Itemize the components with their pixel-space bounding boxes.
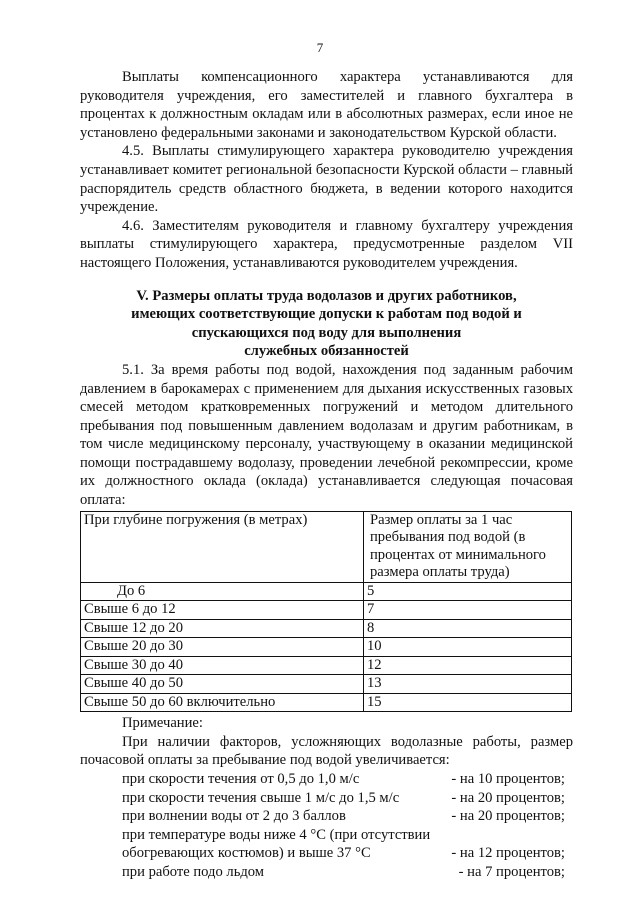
table-cell-depth: Свыше 40 до 50 bbox=[81, 675, 364, 694]
document-body bbox=[80, 68, 573, 882]
table-cell-rate: 13 bbox=[364, 675, 572, 694]
table-row bbox=[81, 582, 572, 601]
paragraph: 4.5. Выплаты стимулирующего характера руководителю учреждения устанавливает комитет региональной безопасности Курской области – главный распорядитель средств областного бюджета, в ведении которого находится учреждение. bbox=[80, 143, 573, 216]
table-header-rate: Размер оплаты за 1 час пребывания под водой (в процентах от минимального размера оплаты труда) bbox=[364, 511, 572, 582]
section-heading-line: спускающихся под воду для выполнения bbox=[191, 324, 462, 341]
factor-condition: при работе подо льдом bbox=[122, 863, 265, 880]
section-heading bbox=[80, 287, 573, 361]
factor-item bbox=[80, 863, 573, 882]
table-header-depth: При глубине погружения (в метрах) bbox=[81, 511, 364, 582]
section-heading-line: имеющих соответствующие допуски к работам под водой и bbox=[131, 306, 522, 323]
table-row bbox=[81, 693, 572, 712]
table-cell-rate: 7 bbox=[364, 601, 572, 620]
factor-condition-line2 bbox=[122, 844, 573, 863]
paragraph-5-1: 5.1. За время работы под водой, нахождения под заданным рабочим давлением в барокамерах с применением для дыхания искусственных газовых смесей методом кратковременных погружений и методом длительного пребывания под повышенным давлением водолазам и другим работникам, в том числе медицинскому персоналу, участвующему в оказании медицинской помощи пострадавшему водолазу, проведении лечебной рекомпрессии, кроме их должностного оклада (оклада) устанавливается следующая почасовая оплата: bbox=[80, 361, 573, 509]
table-cell-depth: Свыше 30 до 40 bbox=[81, 656, 364, 675]
table-cell-rate: 10 bbox=[364, 638, 572, 657]
pay-rate-table bbox=[80, 511, 572, 713]
paragraph: 4.6. Заместителям руководителя и главному бухгалтеру учреждения выплаты стимулирующего характера, предусмотренные разделом VII настоящего Положения, устанавливаются руководителем учреждения. bbox=[80, 217, 573, 271]
table-cell-depth: Свыше 6 до 12 bbox=[81, 601, 364, 620]
table-row bbox=[81, 601, 572, 620]
table-header-row bbox=[81, 511, 572, 582]
factor-condition: при скорости течения от 0,5 до 1,0 м/с bbox=[122, 770, 360, 787]
table-row bbox=[81, 675, 572, 694]
table-cell-depth: Свыше 50 до 60 включительно bbox=[81, 693, 364, 712]
section-heading-line: служебных обязанностей bbox=[244, 343, 409, 360]
table-cell-depth: До 6 bbox=[81, 582, 364, 601]
paragraph: Выплаты компенсационного характера устанавливаются для руководителя учреждения, его заместителей и главного бухгалтера в процентах к должностным окладам или в абсолютных размерах, если иное не установлено федеральными законами и законодательством Курской области. bbox=[80, 69, 573, 141]
table-cell-depth: Свыше 12 до 20 bbox=[81, 619, 364, 638]
factor-item bbox=[80, 789, 573, 808]
factor-increase: - на 7 процентов; bbox=[458, 863, 565, 880]
factor-condition: при скорости течения свыше 1 м/с до 1,5 м/с bbox=[122, 789, 400, 806]
factor-condition: при температуре воды ниже 4 °С (при отсутствии bbox=[122, 826, 431, 843]
table-cell-depth: Свыше 20 до 30 bbox=[81, 638, 364, 657]
table-row bbox=[81, 656, 572, 675]
table-cell-rate: 5 bbox=[364, 582, 572, 601]
table-row bbox=[81, 638, 572, 657]
table-cell-rate: 12 bbox=[364, 656, 572, 675]
section-heading-line: V. Размеры оплаты труда водолазов и других работников, bbox=[136, 287, 517, 304]
table-row bbox=[81, 619, 572, 638]
table-cell-rate: 15 bbox=[364, 693, 572, 712]
factor-increase: - на 10 процентов; bbox=[451, 770, 565, 787]
factor-item bbox=[80, 770, 573, 789]
factor-increase: - на 20 процентов; bbox=[451, 808, 565, 825]
table-cell-rate: 8 bbox=[364, 619, 572, 638]
page-number: 7 bbox=[316, 40, 324, 55]
factor-condition: при волнении воды от 2 до 3 баллов bbox=[122, 808, 346, 825]
note-text: При наличии факторов, усложняющих водолазные работы, размер почасовой оплаты за пребывание под водой увеличивается: bbox=[80, 733, 573, 769]
factor-increase: - на 20 процентов; bbox=[451, 789, 565, 806]
factor-increase: - на 12 процентов; bbox=[451, 845, 565, 862]
factor-item bbox=[80, 807, 573, 826]
factor-condition: обогревающих костюмов) и выше 37 °С bbox=[122, 845, 371, 862]
factor-item bbox=[80, 826, 573, 863]
factor-list bbox=[80, 770, 573, 882]
note-title: Примечание: bbox=[122, 715, 203, 732]
